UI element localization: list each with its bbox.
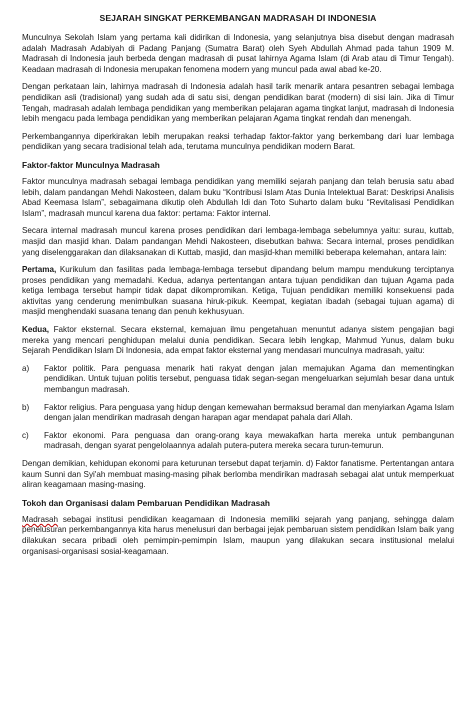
lead-word-first: Pertama,: [22, 265, 57, 275]
paragraph-figures: [22, 515, 454, 557]
figures-text: sebagai institusi pendidikan keagamaan di Indonesia memiliki sejarah yang panjang, sehingga dalam penelusuran perkembangannya kita harus menelusuri dan berbagai jejak pembaruan sistem pendidikan Islam baik yang dilakukan secara pribadi oleh pemimpin-pemimpin Islam, maupun yang dilakukan secara institusional melalui organisasi-organisasi sosial-keagamaan.: [22, 514, 454, 556]
paragraph-factors-intro: Faktor munculnya madrasah sebagai lembaga pendidikan yang memiliki sejarah panjang dan telah berusia satu abad lebih, dalam pandangan Mehdi Nakosteen, dalam buku “Kontribusi Islam Atas Dunia Intelektual Barat: Deskripsi Analisis Abad Keemasa Islam”, sebagaimana dikutip oleh Abdullah Idi dan Toto Suharto dalam buku “Revitalisasi Pendidikan Islam”, madrasah muncul karena dua faktor: pertama: Faktor internal.: [22, 176, 454, 218]
paragraph-intro: Munculnya Sekolah Islam yang pertama kali didirikan di Indonesia, yang selanjutnya bisa disebut dengan madrasah adalah Madrasah Adabiyah di Padang Panjang (Sumatra Barat) oleh Syeh Abdullah Ahmad pada tahun 1909 M. Madrasah di Indonesia jauh berbeda dengan madrasah di pusat lahirnya Agama Islam (di Arab atau di Timur Tengah). Keadaan madrasah di Indonesia merupakan fenomena modern yang muncul pada awal abad ke-20.: [22, 33, 454, 74]
list-item-text: Faktor religius. Para penguasa yang hidup dengan kemewahan bermaksud beramal dan menyiarkan Agama Islam dengan jalan mendirikan madrasah dengan harapan agar mendapat pahala dari Allah.: [44, 402, 454, 423]
first-factor-text: Kurikulum dan fasilitas pada lembaga-lembaga tersebut dipandang belum mampu mendukung terciptanya proses pendidikan yang memadahi. Kedua, adanya pertentangan antara tujuan pendidikan dan tujuan Agama pada ketiga lembaga tersebut hampir tidak dapat dikompromikan. Ketiga, Tujuan pendidikan memiliki konsekuensi pada aktivitas yang cenderung menimbulkan suasana hiruk-pikuk. Keempat, kegiatan ibadah (sebagai tujuan agama) di masjid menghendaki suasana tenang dan penuh kekhusyuan.: [22, 265, 454, 317]
document-title: SEJARAH SINGKAT PERKEMBANGAN MADRASAH DI INDONESIA: [99, 13, 377, 23]
section-heading-figures: Tokoh dan Organisasi dalam Pembaruan Pendidikan Madrasah: [22, 497, 270, 508]
paragraph-comparison: Dengan perkataan lain, lahirnya madrasah di Indonesia adalah hasil tarik menarik antara pesantren sebagai lembaga pendidikan asli (tradisional) yang sudah ada di satu sisi, dengan pendidikan barat (modern) di sisi lain. Jika di Timur Tengah, madrasah adalah lembaga pendidikan yang memberikan pelajaran agama tingkat lanjut, madrasah di Indonesia lebih mengacu pada lembaga pendidikan yang memberikan pelajaran Agama tingkat rendah dan menengah.: [22, 82, 454, 124]
paragraph-fanaticism: Dengan demikian, kehidupan ekonomi para keturunan tersebut dapat terjamin. d) Faktor fanatisme. Pertentangan antara kaum Sunni dan Syi'ah membuat masing-masing pihak berlomba mendirikan madrasah sebagai alat untuk memperkuat aliran keagamaan masing-masing.: [22, 459, 454, 490]
list-marker: b): [22, 402, 30, 412]
paragraph-first-factor: [22, 265, 454, 318]
external-factors-list: [22, 364, 454, 452]
list-item-text: Faktor politik. Para penguasa menarik hati rakyat dengan jalan memajukan Agama dan mementingkan pendidikan. Untuk tujuan politis tersebut, penguasa tidak segan-segan mengeluarkan sejumlah besar dana untuk membangun madrasah.: [44, 363, 454, 395]
list-marker: c): [22, 430, 29, 440]
paragraph-development: Perkembangannya diperkirakan lebih merupakan reaksi terhadap faktor-faktor yang berkembang dari luar lembaga pendidikan yang secara tradisional telah ada, terutama munculnya pendidikan modern Barat.: [22, 131, 454, 152]
list-item-text: Faktor ekonomi. Para penguasa dan orang-orang kaya mewakafkan harta mereka untuk pembangunan madrasah, dengan syarat pengelolaannya adalah putera-putera mereka secara turun-temurun.: [44, 430, 454, 451]
list-item: [22, 403, 454, 424]
lead-word-second: Kedua,: [22, 325, 49, 335]
list-item: [22, 364, 454, 396]
paragraph-internal: Secara internal madrasah muncul karena proses pendidikan dari lembaga-lembaga sebelumnya yaitu: surau, kuttab, masjid dan masjid khan. Dalam pandangan Mehdi Nakosteen, disebutkan bahwa: Secara internal, proses pendidikan yang diselenggarakan dan dilaksanakan di Kuttab, masjid, dan masjid-khan memiliki beberapa kelemahan, antara lain:: [22, 226, 454, 257]
section-heading-factors: Faktor-faktor Munculnya Madrasah: [22, 159, 160, 170]
spellcheck-word: Madrasah: [22, 514, 58, 524]
paragraph-second-factor: [22, 325, 454, 357]
list-marker: a): [22, 363, 30, 373]
second-factor-text: Faktor eksternal. Secara eksternal, kemajuan ilmu pengetahuan menuntut adanya sistem pengajian bagi mereka yang mencari penghidupan melalui dunia pendidikan. Secara lebih lengkap, Mahmud Yunus, dalam buku Sejarah Pendidikan Islam Di Indonesia, ada empat faktor eksternal yang mendasari munculnya madrasah, yaitu:: [22, 325, 454, 356]
list-item: [22, 431, 454, 452]
